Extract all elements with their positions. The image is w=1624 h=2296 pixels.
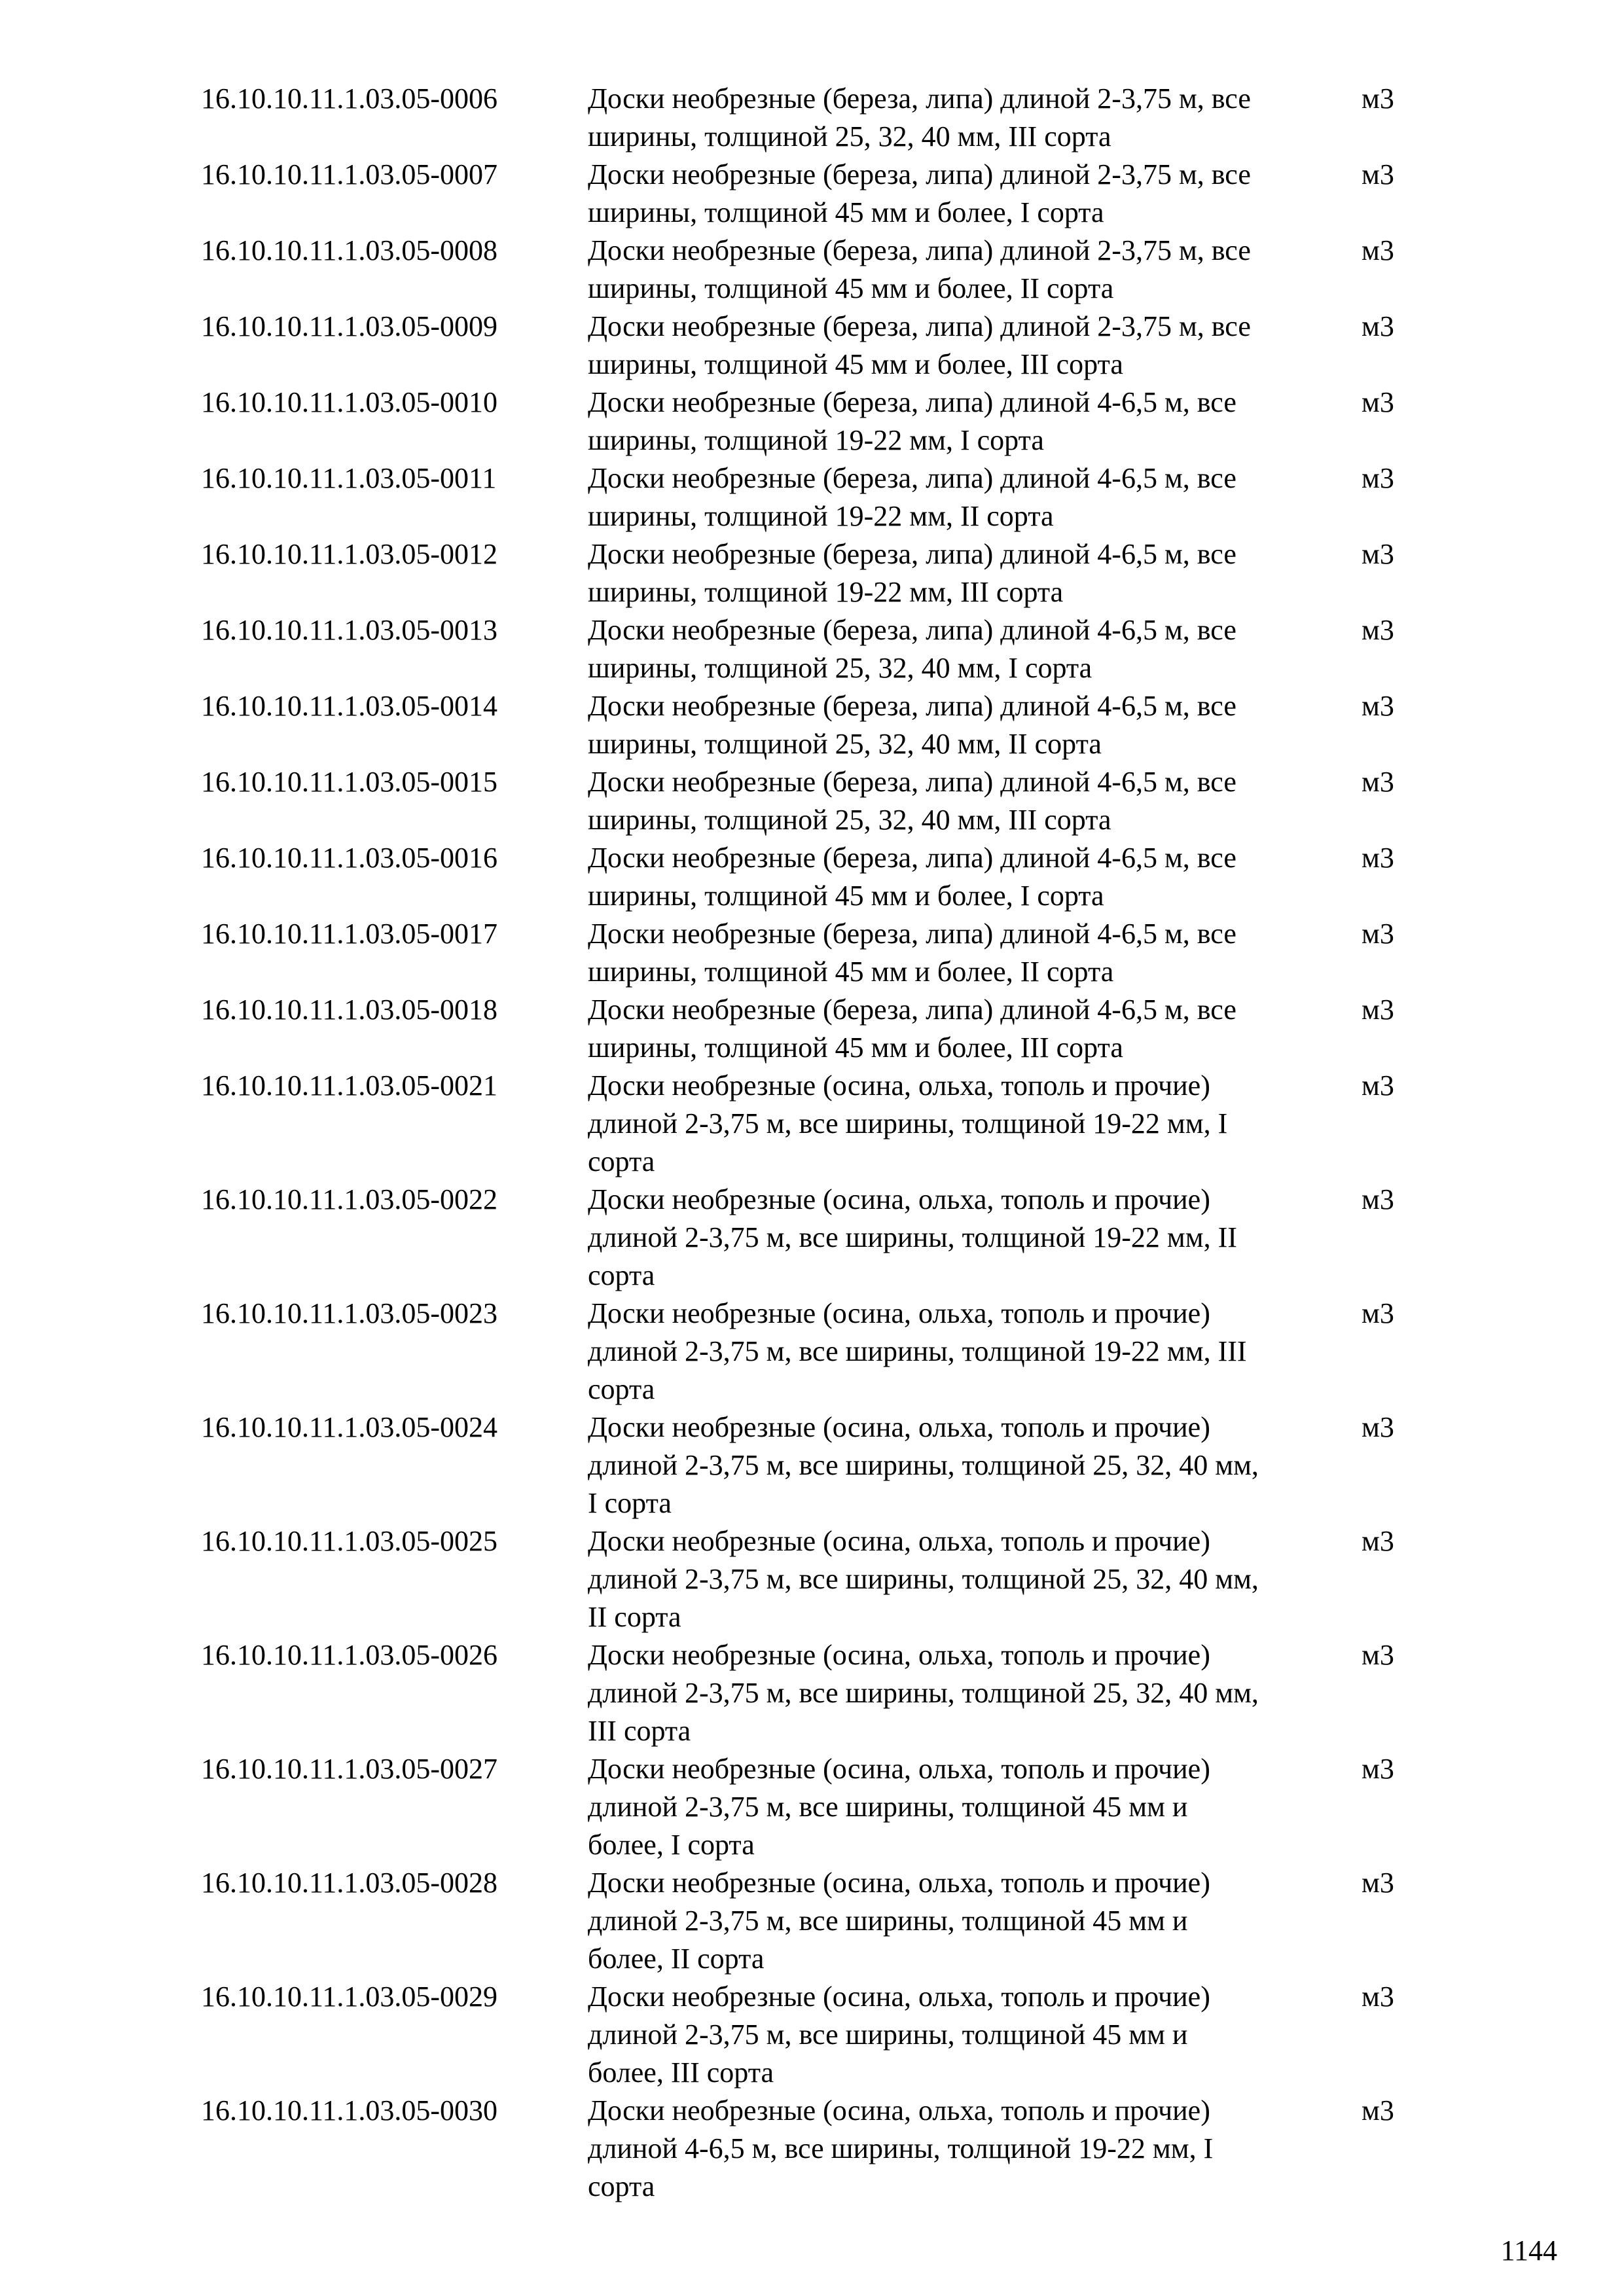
item-code: 16.10.10.11.1.03.05-0021 [201,1069,498,1102]
table-row [201,1750,1445,1864]
item-code: 16.10.10.11.1.03.05-0028 [201,1867,498,1899]
table-row [201,687,1445,763]
item-description: Доски необрезные (береза, липа) длиной 2-3,75 м, все ширины, толщиной 45 мм и более, II сорта [588,234,1251,304]
item-description: Доски необрезные (береза, липа) длиной 4-6,5 м, все ширины, толщиной 25, 32, 40 мм, II сорта [588,690,1236,760]
item-unit: м3 [1362,1753,1394,1785]
item-description: Доски необрезные (береза, липа) длиной 4-6,5 м, все ширины, толщиной 19-22 мм, III сорта [588,538,1236,608]
table-row [201,1067,1445,1181]
item-unit: м3 [1362,1411,1394,1443]
table-row [201,1181,1445,1295]
item-unit: м3 [1362,234,1394,266]
item-unit: м3 [1362,386,1394,418]
item-description: Доски необрезные (береза, липа) длиной 4-6,5 м, все ширины, толщиной 45 мм и более, III сорта [588,994,1236,1064]
item-code: 16.10.10.11.1.03.05-0029 [201,1981,498,2013]
item-description: Доски необрезные (осина, ольха, тополь и прочие) длиной 2-3,75 м, все ширины, толщиной 25, 32, 40 мм, II сорта [588,1525,1259,1633]
item-code: 16.10.10.11.1.03.05-0010 [201,386,498,418]
item-code: 16.10.10.11.1.03.05-0022 [201,1183,498,1215]
item-unit: м3 [1362,1981,1394,2013]
item-code: 16.10.10.11.1.03.05-0027 [201,1753,498,1785]
table-row [201,459,1445,535]
item-unit: м3 [1362,1183,1394,1215]
item-code: 16.10.10.11.1.03.05-0006 [201,82,498,115]
item-code: 16.10.10.11.1.03.05-0007 [201,158,498,190]
item-code: 16.10.10.11.1.03.05-0008 [201,234,498,266]
item-unit: м3 [1362,766,1394,798]
table-row [201,384,1445,459]
table-row [201,1408,1445,1522]
item-description: Доски необрезные (береза, липа) длиной 2-3,75 м, все ширины, толщиной 25, 32, 40 мм, III сорта [588,82,1251,152]
item-code: 16.10.10.11.1.03.05-0024 [201,1411,498,1443]
item-code: 16.10.10.11.1.03.05-0013 [201,614,498,646]
item-unit: м3 [1362,310,1394,342]
table-row [201,232,1445,308]
item-code: 16.10.10.11.1.03.05-0023 [201,1297,498,1329]
item-code: 16.10.10.11.1.03.05-0017 [201,918,498,950]
item-code: 16.10.10.11.1.03.05-0025 [201,1525,498,1557]
item-unit: м3 [1362,614,1394,646]
item-description: Доски необрезные (осина, ольха, тополь и прочие) длиной 2-3,75 м, все ширины, толщиной 45 мм и более, I сорта [588,1753,1210,1861]
table-row [201,1522,1445,1636]
item-description: Доски необрезные (осина, ольха, тополь и прочие) длиной 2-3,75 м, все ширины, толщиной 45 мм и более, III сорта [588,1981,1210,2089]
table-row [201,839,1445,915]
item-description: Доски необрезные (осина, ольха, тополь и прочие) длиной 2-3,75 м, все ширины, толщиной 45 мм и более, II сорта [588,1867,1210,1975]
item-description: Доски необрезные (береза, липа) длиной 2-3,75 м, все ширины, толщиной 45 мм и более, I сорта [588,158,1251,228]
item-unit: м3 [1362,1069,1394,1102]
item-unit: м3 [1362,1639,1394,1671]
item-code: 16.10.10.11.1.03.05-0011 [201,462,497,494]
item-description: Доски необрезные (осина, ольха, тополь и прочие) длиной 2-3,75 м, все ширины, толщиной 19-22 мм, I сорта [588,1069,1228,1177]
table-row [201,1978,1445,2092]
item-unit: м3 [1362,918,1394,950]
item-unit: м3 [1362,842,1394,874]
item-unit: м3 [1362,1867,1394,1899]
item-code: 16.10.10.11.1.03.05-0014 [201,690,498,722]
item-unit: м3 [1362,1525,1394,1557]
item-description: Доски необрезные (осина, ольха, тополь и прочие) длиной 2-3,75 м, все ширины, толщиной 25, 32, 40 мм, I сорта [588,1411,1259,1519]
item-unit: м3 [1362,2094,1394,2126]
item-description: Доски необрезные (осина, ольха, тополь и прочие) длиной 2-3,75 м, все ширины, толщиной 25, 32, 40 мм, III сорта [588,1639,1259,1747]
item-unit: м3 [1362,82,1394,115]
item-code: 16.10.10.11.1.03.05-0016 [201,842,498,874]
page-number: 1144 [1500,2234,1557,2267]
item-unit: м3 [1362,690,1394,722]
item-code: 16.10.10.11.1.03.05-0009 [201,310,498,342]
item-description: Доски необрезные (береза, липа) длиной 4-6,5 м, все ширины, толщиной 19-22 мм, I сорта [588,386,1236,456]
table-row [201,2092,1445,2206]
table-row [201,1636,1445,1750]
item-unit: м3 [1362,158,1394,190]
item-unit: м3 [1362,462,1394,494]
table-row [201,763,1445,839]
table-row [201,156,1445,232]
table-row [201,611,1445,687]
item-code: 16.10.10.11.1.03.05-0030 [201,2094,498,2126]
item-unit: м3 [1362,994,1394,1026]
item-description: Доски необрезные (береза, липа) длиной 4-6,5 м, все ширины, толщиной 19-22 мм, II сорта [588,462,1236,532]
price-list-table [201,80,1445,2206]
item-description: Доски необрезные (береза, липа) длиной 4-6,5 м, все ширины, толщиной 45 мм и более, II сорта [588,918,1236,988]
item-unit: м3 [1362,1297,1394,1329]
table-row [201,535,1445,611]
table-row [201,915,1445,991]
item-code: 16.10.10.11.1.03.05-0015 [201,766,498,798]
item-description: Доски необрезные (осина, ольха, тополь и прочие) длиной 2-3,75 м, все ширины, толщиной 19-22 мм, III сорта [588,1297,1247,1405]
item-description: Доски необрезные (береза, липа) длиной 4-6,5 м, все ширины, толщиной 25, 32, 40 мм, III сорта [588,766,1236,836]
item-description: Доски необрезные (осина, ольха, тополь и прочие) длиной 4-6,5 м, все ширины, толщиной 19-22 мм, I сорта [588,2094,1214,2202]
item-code: 16.10.10.11.1.03.05-0012 [201,538,498,570]
table-row [201,1295,1445,1408]
table-row [201,80,1445,156]
item-unit: м3 [1362,538,1394,570]
item-description: Доски необрезные (осина, ольха, тополь и прочие) длиной 2-3,75 м, все ширины, толщиной 19-22 мм, II сорта [588,1183,1237,1291]
item-code: 16.10.10.11.1.03.05-0018 [201,994,498,1026]
item-code: 16.10.10.11.1.03.05-0026 [201,1639,498,1671]
table-row [201,1864,1445,1978]
table-row [201,308,1445,384]
item-description: Доски необрезные (береза, липа) длиной 4-6,5 м, все ширины, толщиной 45 мм и более, I сорта [588,842,1236,912]
table-row [201,991,1445,1067]
item-description: Доски необрезные (береза, липа) длиной 4-6,5 м, все ширины, толщиной 25, 32, 40 мм, I сорта [588,614,1236,684]
item-description: Доски необрезные (береза, липа) длиной 2-3,75 м, все ширины, толщиной 45 мм и более, III сорта [588,310,1251,380]
